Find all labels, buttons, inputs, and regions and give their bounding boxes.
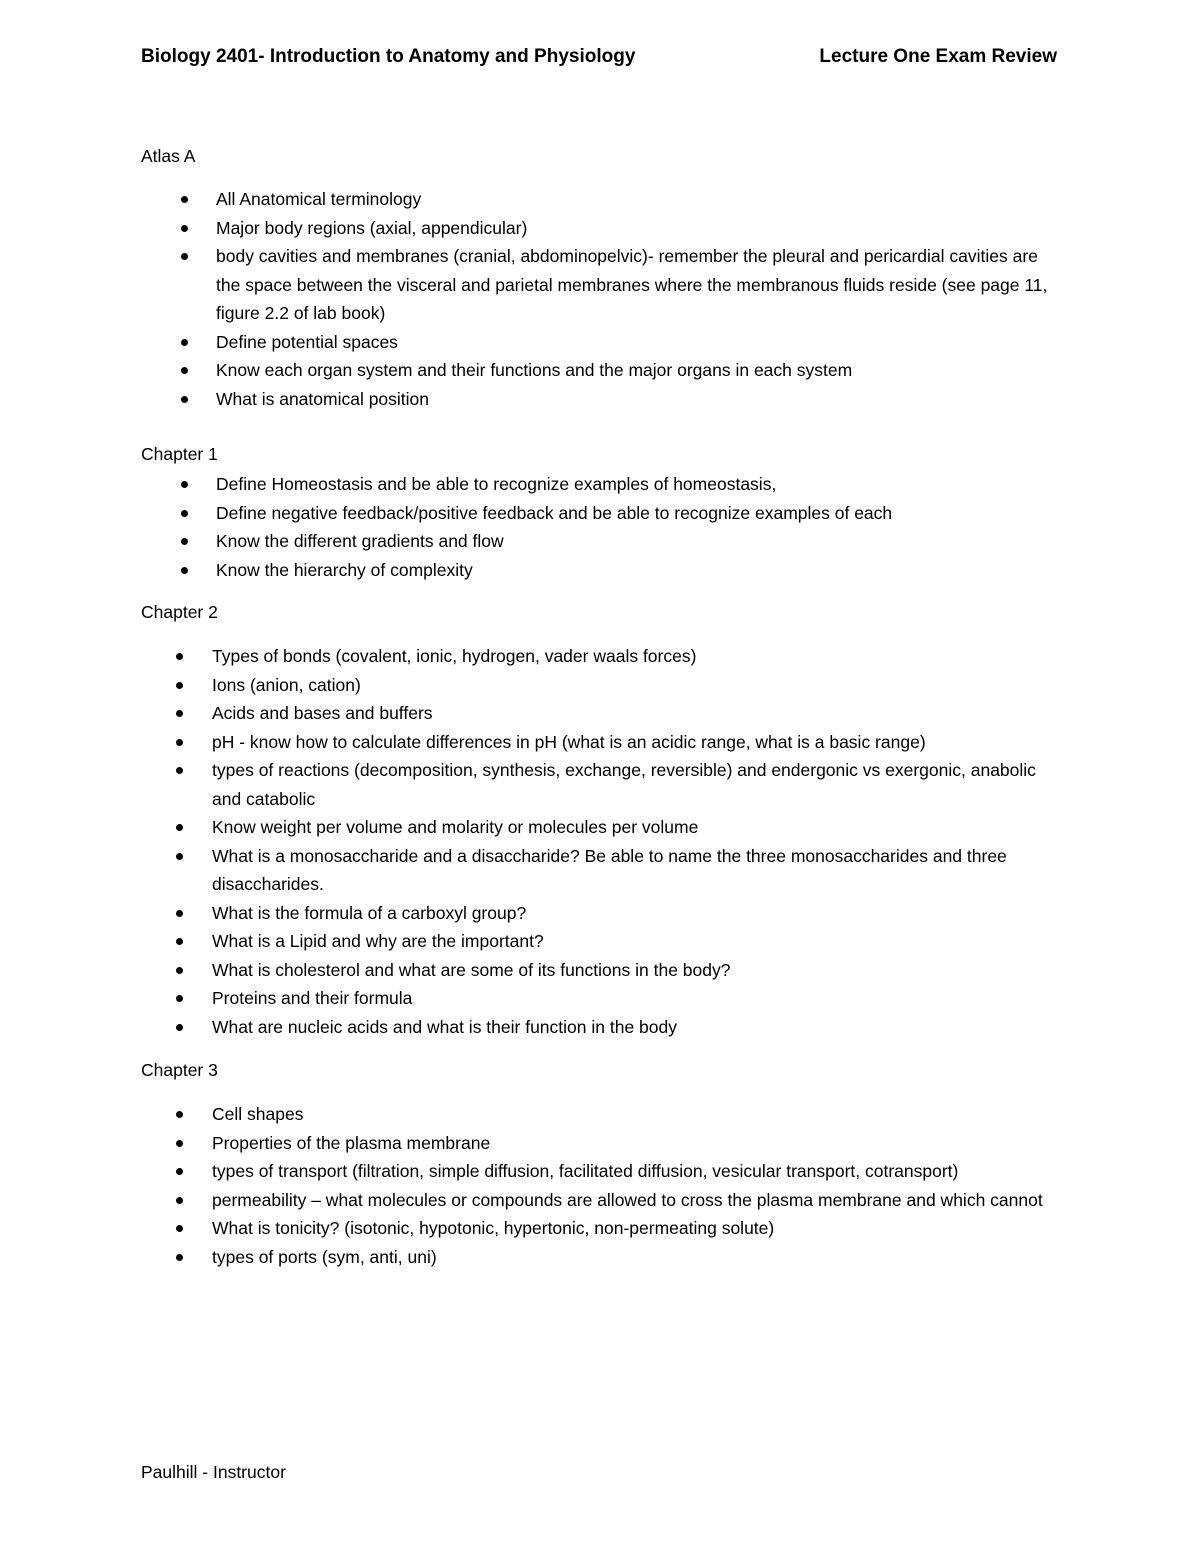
bullet-icon <box>176 1254 183 1261</box>
bullet-icon <box>176 710 183 717</box>
section-title-chapter-2: Chapter 2 <box>141 602 218 622</box>
document-title: Lecture One Exam Review <box>819 46 1057 67</box>
bullet-icon <box>181 567 188 574</box>
bullet-icon <box>176 1197 183 1204</box>
list-item: Proteins and their formula <box>0 984 1060 1013</box>
list-item: What are nucleic acids and what is their function in the body <box>0 1013 1060 1042</box>
atlas-a-list <box>0 185 1056 413</box>
list-item: Know the different gradients and flow <box>0 527 1056 556</box>
bullet-icon <box>181 339 188 346</box>
list-item: What is a Lipid and why are the important? <box>0 927 1060 956</box>
bullet-icon <box>181 538 188 545</box>
list-item: body cavities and membranes (cranial, abdominopelvic)- remember the pleural and pericardial cavities are the space between the visceral and parietal membranes where the membranous fluids reside (see page 11, figure 2.2 of lab book) <box>0 242 1056 328</box>
chapter-2-list <box>0 642 1060 1041</box>
page-footer: Paulhill - Instructor <box>141 1462 286 1482</box>
bullet-icon <box>181 510 188 517</box>
bullet-icon <box>176 1111 183 1118</box>
bullet-icon <box>176 938 183 945</box>
bullet-icon <box>176 653 183 660</box>
bullet-icon <box>181 196 188 203</box>
bullet-icon <box>181 481 188 488</box>
page-header <box>141 44 1057 70</box>
list-item: Acids and bases and buffers <box>0 699 1060 728</box>
bullet-icon <box>176 1168 183 1175</box>
list-item: What is tonicity? (isotonic, hypotonic, hypertonic, non-permeating solute) <box>0 1214 1060 1243</box>
bullet-icon <box>181 253 188 260</box>
list-item: types of ports (sym, anti, uni) <box>0 1243 1060 1272</box>
bullet-icon <box>176 682 183 689</box>
chapter-3-list <box>0 1100 1060 1271</box>
bullet-icon <box>176 910 183 917</box>
list-item: Types of bonds (covalent, ionic, hydrogen, vader waals forces) <box>0 642 1060 671</box>
list-item: Know each organ system and their functions and the major organs in each system <box>0 356 1056 385</box>
list-item: Define negative feedback/positive feedback and be able to recognize examples of each <box>0 499 1056 528</box>
list-item: types of transport (filtration, simple diffusion, facilitated diffusion, vesicular transport, cotransport) <box>0 1157 1060 1186</box>
list-item: What is the formula of a carboxyl group? <box>0 899 1060 928</box>
bullet-icon <box>181 225 188 232</box>
course-title: Biology 2401- Introduction to Anatomy and Physiology <box>141 46 636 67</box>
list-item: Ions (anion, cation) <box>0 671 1060 700</box>
list-item: What is anatomical position <box>0 385 1056 414</box>
section-title-chapter-3: Chapter 3 <box>141 1060 218 1080</box>
list-item: Major body regions (axial, appendicular) <box>0 214 1056 243</box>
list-item: Cell shapes <box>0 1100 1060 1129</box>
bullet-icon <box>181 396 188 403</box>
bullet-icon <box>176 995 183 1002</box>
bullet-icon <box>176 1140 183 1147</box>
bullet-icon <box>176 767 183 774</box>
bullet-icon <box>176 967 183 974</box>
bullet-icon <box>176 739 183 746</box>
list-item: Know weight per volume and molarity or molecules per volume <box>0 813 1060 842</box>
list-item: pH - know how to calculate differences in pH (what is an acidic range, what is a basic range) <box>0 728 1060 757</box>
section-title-atlas-a: Atlas A <box>141 146 196 166</box>
bullet-icon <box>176 853 183 860</box>
list-item: Know the hierarchy of complexity <box>0 556 1056 585</box>
list-item: Properties of the plasma membrane <box>0 1129 1060 1158</box>
chapter-1-list <box>0 470 1056 584</box>
list-item: What is cholesterol and what are some of its functions in the body? <box>0 956 1060 985</box>
section-title-chapter-1: Chapter 1 <box>141 444 218 464</box>
list-item: Define potential spaces <box>0 328 1056 357</box>
list-item: types of reactions (decomposition, synthesis, exchange, reversible) and endergonic vs exergonic, anabolic and catabolic <box>0 756 1060 813</box>
bullet-icon <box>176 1225 183 1232</box>
bullet-icon <box>176 824 183 831</box>
list-item: permeability – what molecules or compounds are allowed to cross the plasma membrane and which cannot <box>0 1186 1060 1215</box>
list-item: What is a monosaccharide and a disaccharide? Be able to name the three monosaccharides and three disaccharides. <box>0 842 1060 899</box>
list-item: Define Homeostasis and be able to recognize examples of homeostasis, <box>0 470 1056 499</box>
bullet-icon <box>181 367 188 374</box>
bullet-icon <box>176 1024 183 1031</box>
list-item: All Anatomical terminology <box>0 185 1056 214</box>
